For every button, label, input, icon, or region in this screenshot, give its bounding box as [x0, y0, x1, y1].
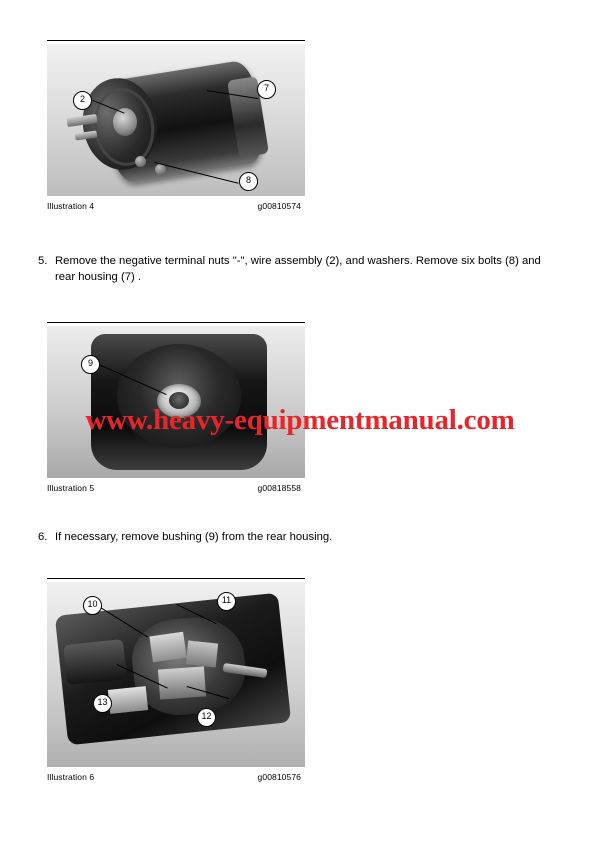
figure-caption-illustration-4 — [47, 196, 305, 211]
figure-illustration-6 — [47, 578, 305, 782]
housing-bolt-b — [155, 164, 166, 175]
callout-8: 8 — [239, 172, 258, 191]
step-5-number: 5. — [38, 255, 48, 267]
figure-image-illustration-6 — [47, 582, 305, 767]
starter-shaft-end — [63, 639, 127, 685]
housing-bolt-a — [135, 156, 146, 167]
figure-illustration-5 — [47, 322, 305, 493]
watermark: www.heavy-equipmentmanual.com — [85, 404, 515, 436]
callout-7: 7 — [257, 80, 276, 99]
callout-13: 13 — [93, 694, 112, 713]
step-5-text: Remove the negative terminal nuts "-", wire assembly (2), and washers. Remove six bolts (8) and rear housing (7) . — [55, 255, 541, 283]
caption-code: g00810574 — [257, 201, 301, 211]
figure-illustration-4 — [47, 40, 305, 211]
caption-code: g00810576 — [257, 772, 301, 782]
caption-label: Illustration 5 — [47, 483, 95, 493]
step-5 — [38, 254, 558, 285]
step-6 — [38, 530, 558, 546]
terminal-block — [108, 686, 148, 714]
figure-image-illustration-5 — [47, 326, 305, 478]
step-6-text: If necessary, remove bushing (9) from the rear housing. — [55, 531, 333, 543]
callout-2: 2 — [73, 91, 92, 110]
brush-holder-a — [149, 632, 186, 662]
brush-holder-c — [158, 666, 206, 699]
figure-top-rule — [47, 322, 305, 323]
caption-label: Illustration 6 — [47, 772, 95, 782]
callout-11: 11 — [217, 592, 236, 611]
figure-image-illustration-4 — [47, 44, 305, 196]
figure-caption-illustration-5 — [47, 478, 305, 493]
caption-code: g00818558 — [257, 483, 301, 493]
brush-holder-b — [186, 640, 218, 667]
figure-top-rule — [47, 578, 305, 579]
callout-10: 10 — [83, 596, 102, 615]
caption-label: Illustration 4 — [47, 201, 95, 211]
callout-12: 12 — [197, 708, 216, 727]
bushing-bore — [169, 392, 189, 409]
terminal-hub — [113, 108, 137, 136]
figure-top-rule — [47, 40, 305, 41]
step-6-number: 6. — [38, 531, 48, 543]
figure-caption-illustration-6 — [47, 767, 305, 782]
callout-9: 9 — [81, 355, 100, 374]
